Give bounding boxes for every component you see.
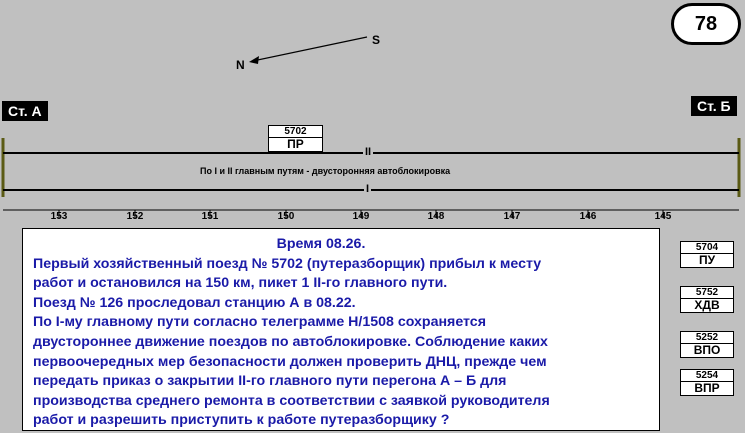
km-label: 146 [579,211,597,222]
slide-number-badge: 78 [671,3,741,45]
km-label: 151 [201,211,219,222]
message-time: Время 08.26. [276,236,366,252]
message-line: передать приказ о закрытии II-го главного пути перегона А – Б для [33,373,507,390]
message-line: первоочередных мер безопасности должен проверить ДНЦ, прежде чем [33,353,547,370]
message-line: Первый хозяйственный поезд № 5702 (путеразборщик) прибыл к месту [33,255,542,272]
train-5702-box[interactable] [268,125,323,152]
message-line: По I-му главному пути согласно телеграмме Н/1508 сохраняется [33,314,486,331]
km-label: 152 [126,211,144,222]
message-line: производства среднего ремонта в соответствии с заявкой руководителя [33,392,550,409]
message-textbox [22,228,660,431]
km-label: 148 [427,211,445,222]
compass-north: N [236,58,245,72]
track-1-label: I [366,183,370,195]
track-2-label: II [365,146,372,158]
train-number: 5702 [269,126,322,138]
train-5252-box[interactable]: 5252 ВПО [680,331,734,358]
km-label: 150 [277,211,295,222]
station-a-label: Ст. А [2,101,48,121]
train-5752-box[interactable]: 5752 ХДВ [680,286,734,313]
compass-south: S [372,33,381,47]
km-label: 147 [503,211,521,222]
km-label: 153 [50,211,68,222]
train-5254-box[interactable]: 5254 ВПР [680,369,734,396]
station-b-label: Ст. Б [691,96,737,116]
message-line: двустороннее движение поездов по автоблокировке. Соблюдение каких [33,333,548,350]
compass-arrow [225,25,395,75]
train-type: ПР [287,137,304,151]
message-line: Поезд № 126 проследовал станцию А в 08.22. [33,294,356,311]
message-line: работ и остановился на 150 км, пикет 1 II-го главного пути. [33,275,448,292]
message-line: работ и разрешить приступить к работе путеразборщику ? [33,412,450,429]
km-label: 145 [654,211,672,222]
km-label: 149 [352,211,370,222]
tracks-description: По I и II главным путям - двусторонняя автоблокировка [200,166,451,176]
train-5704-box[interactable]: 5704 ПУ [680,241,734,268]
